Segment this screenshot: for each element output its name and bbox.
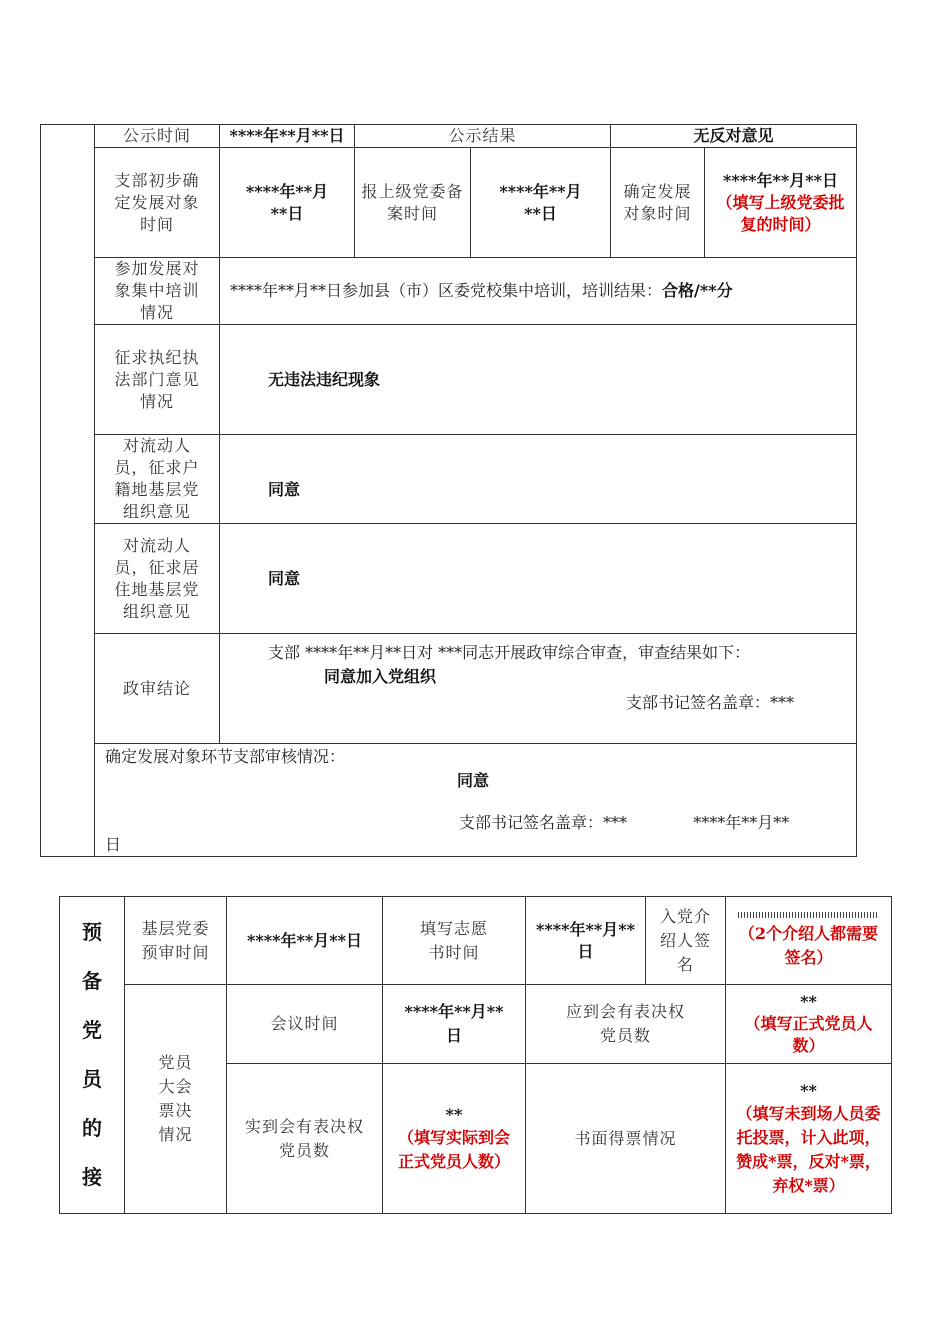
gongshi-result-value: 无反对意见 — [611, 125, 857, 148]
confirm-cell — [705, 148, 857, 258]
report-label: 报上级党委备案时间 — [355, 148, 471, 258]
hukou-label: 对流动人员，征求户籍地基层党组织意见 — [95, 435, 220, 524]
application-label: 填写志愿书时间 — [383, 897, 526, 985]
actual-cell — [383, 1064, 526, 1214]
review-date: ****年**月** — [693, 813, 790, 832]
signature-placeholder — [738, 912, 879, 918]
review-day: 日 — [105, 835, 122, 854]
residence-value: 同意 — [220, 524, 857, 634]
branch-prelim-value: ****年**月**日 — [220, 148, 355, 258]
actual-value: ** — [445, 1104, 463, 1124]
left-side-cell — [41, 125, 95, 857]
political-cell — [220, 634, 857, 744]
review-value: 同意 — [457, 771, 490, 790]
confirm-value: ****年**月**日 — [723, 170, 838, 190]
introducer-label: 入党介绍人签名 — [646, 897, 726, 985]
development-record-table — [40, 124, 857, 857]
written-note: （填写未到场人员委托投票，计入此项，赞成*票，反对*票，弃权*票） — [736, 1103, 881, 1195]
meeting-time-value: ****年**月**日 — [383, 985, 526, 1064]
written-label: 书面得票情况 — [526, 1064, 726, 1214]
side-char: 备 — [82, 969, 102, 993]
probationary-member-table — [59, 896, 892, 1214]
meeting-time-label: 会议时间 — [227, 985, 383, 1064]
expected-value: ** — [800, 992, 817, 1011]
gongshi-time-label: 公示时间 — [95, 125, 220, 148]
prereview-value: ****年**月**日 — [227, 897, 383, 985]
discipline-label: 征求执纪执法部门意见情况 — [95, 325, 220, 435]
political-result: 同意加入党组织 — [324, 667, 437, 686]
written-value: ** — [800, 1080, 817, 1100]
gongshi-time-value: ****年**月**日 — [220, 125, 355, 148]
training-label: 参加发展对象集中培训情况 — [95, 258, 220, 325]
side-char: 预 — [82, 920, 102, 944]
report-value: ****年**月**日 — [471, 148, 611, 258]
introducer-cell — [726, 897, 892, 985]
side-char: 党 — [82, 1018, 102, 1042]
review-sign: 支部书记签名盖章：*** — [459, 813, 628, 832]
confirm-note: （填写上级党委批复的时间） — [716, 192, 845, 234]
side-char: 接 — [82, 1165, 102, 1189]
confirm-label: 确定发展对象时间 — [611, 148, 705, 258]
training-text: ****年**月**日参加县（市）区委党校集中培训，培训结果： — [230, 281, 663, 300]
discipline-value: 无违法违纪现象 — [220, 325, 857, 435]
prereview-label: 基层党委预审时间 — [125, 897, 227, 985]
gongshi-result-label: 公示结果 — [355, 125, 611, 148]
hukou-value: 同意 — [220, 435, 857, 524]
actual-label: 实到会有表决权党员数 — [227, 1064, 383, 1214]
training-result: 合格/**分 — [662, 281, 733, 300]
expected-note: （填写正式党员人数） — [744, 1014, 873, 1055]
political-text: 支部 ****年**月**日对 ***同志开展政审综合审查，审查结果如下： — [268, 643, 751, 662]
side-char: 的 — [82, 1116, 102, 1140]
training-cell — [220, 258, 857, 325]
political-label: 政审结论 — [95, 634, 220, 744]
expected-label: 应到会有表决权党员数 — [526, 985, 726, 1064]
actual-note: （填写实际到会正式党员人数） — [397, 1127, 510, 1171]
review-label: 确定发展对象环节支部审核情况： — [105, 747, 346, 766]
review-sign-row — [105, 812, 846, 834]
expected-cell — [726, 985, 892, 1064]
vote-label: 党员大会票决情况 — [125, 985, 227, 1214]
written-cell — [726, 1064, 892, 1214]
application-value: ****年**月**日 — [526, 897, 646, 985]
side-title — [60, 897, 125, 1214]
branch-prelim-label: 支部初步确定发展对象时间 — [95, 148, 220, 258]
review-cell — [95, 744, 857, 857]
political-sign: 支部书记签名盖章：*** — [626, 693, 795, 712]
side-char: 员 — [82, 1067, 102, 1091]
introducer-note: （2个介绍人都需要签名） — [738, 923, 879, 967]
residence-label: 对流动人员，征求居住地基层党组织意见 — [95, 524, 220, 634]
